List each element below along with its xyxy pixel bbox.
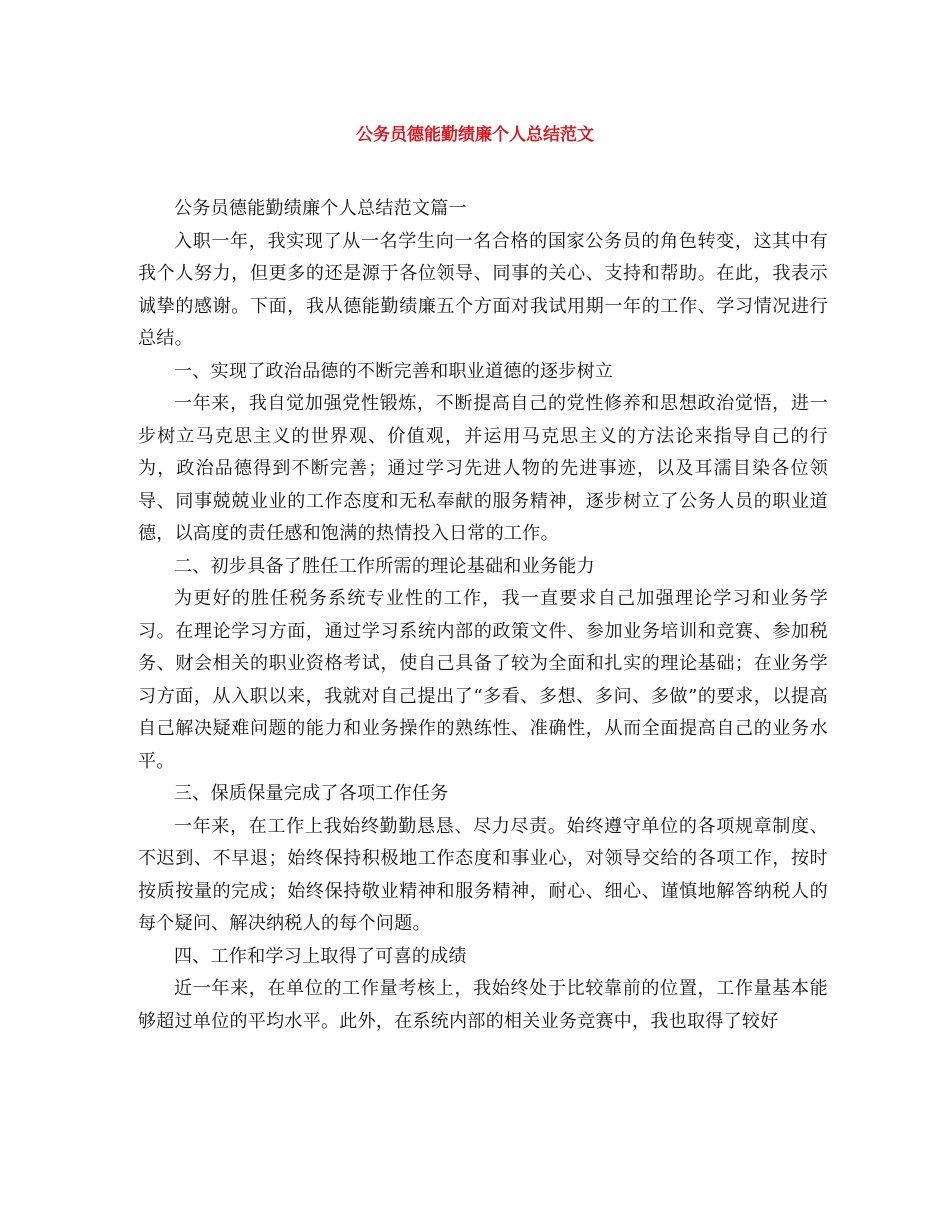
paragraph-section-heading: 公务员德能勤绩廉个人总结范文篇一 bbox=[174, 198, 467, 219]
paragraph-heading-3: 三、保质保量完成了各项工作任务 bbox=[174, 783, 449, 804]
paragraph-body-2: 为更好的胜任税务系统专业性的工作，我一直要求自己加强理论学习和业务学习。在理论学习方面，通过学习系统内部的政策文件、参加业务培训和竞赛、参加税务、财会相关的职业资格考试，使自己具备了较为全面和扎实的理论基础；在业务学习方面，从入职以来，我就对自己提出了“多看、多想、多问、多做”的要求，以提高自己解决疑难问题的能力和业务操作的熟练性、准确性，从而全面提高自己的业务水平。 bbox=[138, 588, 828, 772]
paragraph-body-1: 一年来，我自觉加强党性锻炼，不断提高自己的党性修养和思想政治觉悟，进一步树立马克思主义的世界观、价值观，并运用马克思主义的方法论来指导自己的行为，政治品德得到不断完善；通过学习先进人物的先进事迹，以及耳濡目染各位领导、同事兢兢业业的工作态度和无私奉献的服务精神，逐步树立了公务人员的职业道德，以高度的责任感和饱满的热情投入日常的工作。 bbox=[138, 393, 828, 544]
paragraph-body-3: 一年来，在工作上我始终勤勤恳恳、尽力尽责。始终遵守单位的各项规章制度、不迟到、不早退；始终保持积极地工作态度和事业心，对领导交给的各项工作，按时按质按量的完成；始终保持敬业精神和服务精神，耐心、细心、谨慎地解答纳税人的每个疑问、解决纳税人的每个问题。 bbox=[138, 815, 828, 934]
paragraph-heading-2: 二、初步具备了胜任工作所需的理论基础和业务能力 bbox=[174, 555, 595, 577]
paragraph-intro: 入职一年，我实现了从一名学生向一名合格的国家公务员的角色转变，这其中有我个人努力，但更多的还是源于各位领导、同事的关心、支持和帮助。在此，我表示诚挚的感谢。下面，我从德能勤绩廉五个方面对我试用期一年的工作、学习情况进行总结。 bbox=[138, 230, 828, 349]
paragraph-heading-1: 一、实现了政治品德的不断完善和职业道德的逐步树立 bbox=[174, 360, 614, 382]
paragraph-body-4: 近一年来，在单位的工作量考核上，我始终处于比较靠前的位置，工作量基本能够超过单位的平均水平。此外，在系统内部的相关业务竞赛中，我也取得了较好 bbox=[138, 978, 828, 1032]
document-body bbox=[138, 193, 828, 1038]
document-title: 公务员德能勤绩廉个人总结范文 bbox=[356, 125, 594, 145]
paragraph-heading-4: 四、工作和学习上取得了可喜的成绩 bbox=[174, 945, 467, 967]
